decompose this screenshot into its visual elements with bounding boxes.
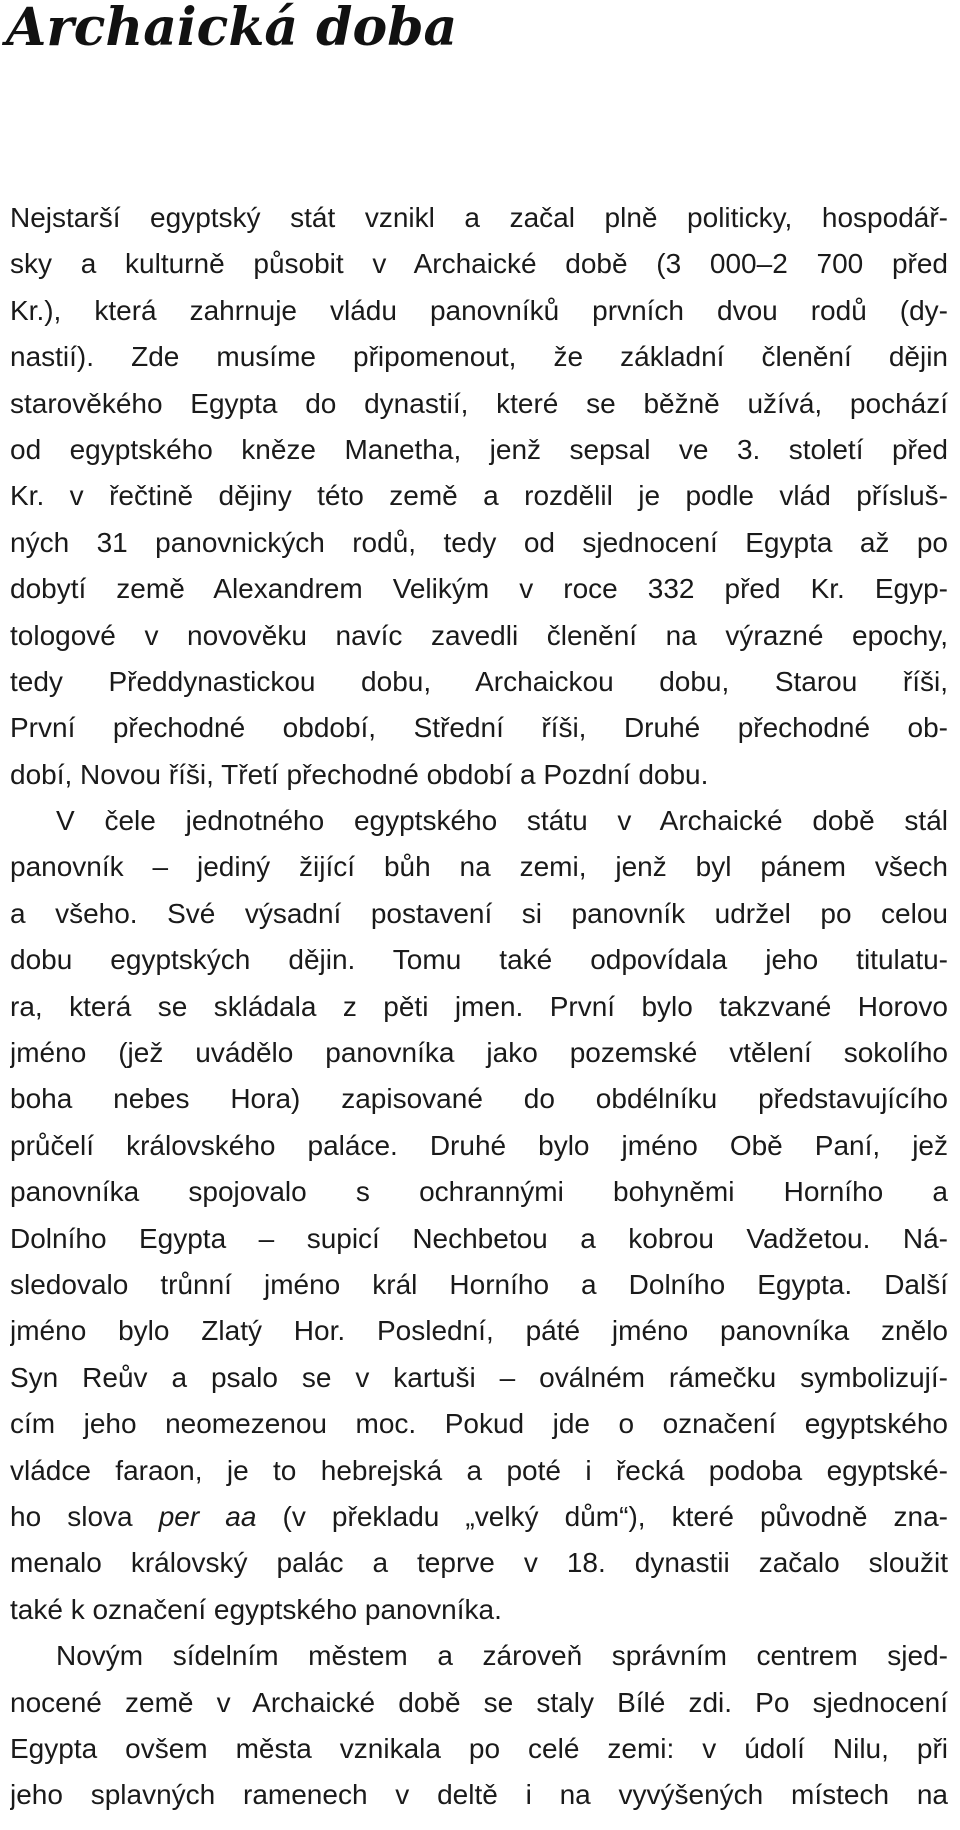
text-line: Dolního Egypta – supicí Nechbetou a kobrou Vadžetou. Ná- xyxy=(10,1222,948,1254)
text-line: tologové v novověku navíc zavedli členění na výrazné epochy, xyxy=(10,619,948,651)
text-line: dobí, Novou říši, Třetí přechodné období a Pozdní dobu. xyxy=(10,758,709,790)
text-line: vládce faraon, je to hebrejská a poté i řecká podoba egyptské- xyxy=(10,1454,948,1486)
text-line: průčelí královského paláce. Druhé bylo jméno Obě Paní, jež xyxy=(10,1129,948,1161)
text-segment: ho slova xyxy=(10,1500,159,1532)
text-line: tedy Předdynastickou dobu, Archaickou dobu, Starou říši, xyxy=(10,665,948,697)
text-line: ných 31 panovnických rodů, tedy od sjednocení Egypta až po xyxy=(10,526,948,558)
text-line: V čele jednotného egyptského státu v Archaické době stál xyxy=(56,805,948,837)
text-line: panovníka spojovalo s ochrannými bohyněmi Horního a xyxy=(10,1176,948,1208)
text-line: od egyptského kněze Manetha, jenž sepsal ve 3. století před xyxy=(10,433,948,465)
text-line: Kr. v řečtině dějiny této země a rozdělil je podle vlád přísluš- xyxy=(10,480,948,512)
text-line: Kr.), která zahrnuje vládu panovníků prvních dvou rodů (dy- xyxy=(10,294,948,326)
text-line: jméno bylo Zlatý Hor. Poslední, páté jméno panovníka znělo xyxy=(10,1315,948,1347)
text-line: nocené země v Archaické době se staly Bílé zdi. Po sjednocení xyxy=(10,1686,948,1718)
chapter-title: Archaická doba xyxy=(6,0,458,58)
text-line: jeho splavných ramenech v deltě i na vyvýšených místech na xyxy=(10,1779,948,1811)
text-line: menalo královský palác a teprve v 18. dynastii začalo sloužit xyxy=(10,1547,948,1579)
text-line: nastií). Zde musíme připomenout, že základní členění dějin xyxy=(10,341,948,373)
body-text xyxy=(10,195,948,1819)
text-line: Novým sídelním městem a zároveň správním centrem sjed- xyxy=(56,1640,948,1672)
text-line: také k označení egyptského panovníka. xyxy=(10,1593,502,1625)
text-line: panovník – jediný žijící bůh na zemi, jenž byl pánem všech xyxy=(10,851,948,883)
text-line: starověkého Egypta do dynastií, které se běžně užívá, pochází xyxy=(10,387,948,419)
italic-term: per aa xyxy=(158,1500,257,1532)
text-line: Nejstarší egyptský stát vznikl a začal plně politicky, hospodář- xyxy=(10,202,948,233)
text-line: Egypta ovšem města vznikala po celé zemi: v údolí Nilu, při xyxy=(10,1732,948,1764)
text-segment: (v překladu „velký dům“), které původně zna- xyxy=(256,1500,948,1532)
text-line: sky a kulturně působit v Archaické době (3 000–2 700 před xyxy=(10,248,948,280)
text-line: Syn Reův a psalo se v kartuši – oválném rámečku symbolizují- xyxy=(10,1361,948,1393)
text-line: cím jeho neomezenou moc. Pokud jde o označení egyptského xyxy=(10,1408,948,1440)
text-line: boha nebes Hora) zapisované do obdélníku představujícího xyxy=(10,1083,948,1115)
text-line: dobytí země Alexandrem Velikým v roce 332 před Kr. Egyp- xyxy=(10,573,948,605)
text-line: První přechodné období, Střední říši, Druhé přechodné ob- xyxy=(10,712,948,744)
text-line: ra, která se skládala z pěti jmen. První bylo takzvané Horovo xyxy=(10,990,948,1022)
text-line: dobu egyptských dějin. Tomu také odpovídala jeho titulatu- xyxy=(10,944,948,976)
text-line xyxy=(10,1494,948,1540)
text-line: sledovalo trůnní jméno král Horního a Dolního Egypta. Další xyxy=(10,1268,948,1300)
text-line: jméno (jež uvádělo panovníka jako pozemské vtělení sokolího xyxy=(10,1037,948,1069)
text-line: a všeho. Své výsadní postavení si panovník udržel po celou xyxy=(10,897,948,929)
